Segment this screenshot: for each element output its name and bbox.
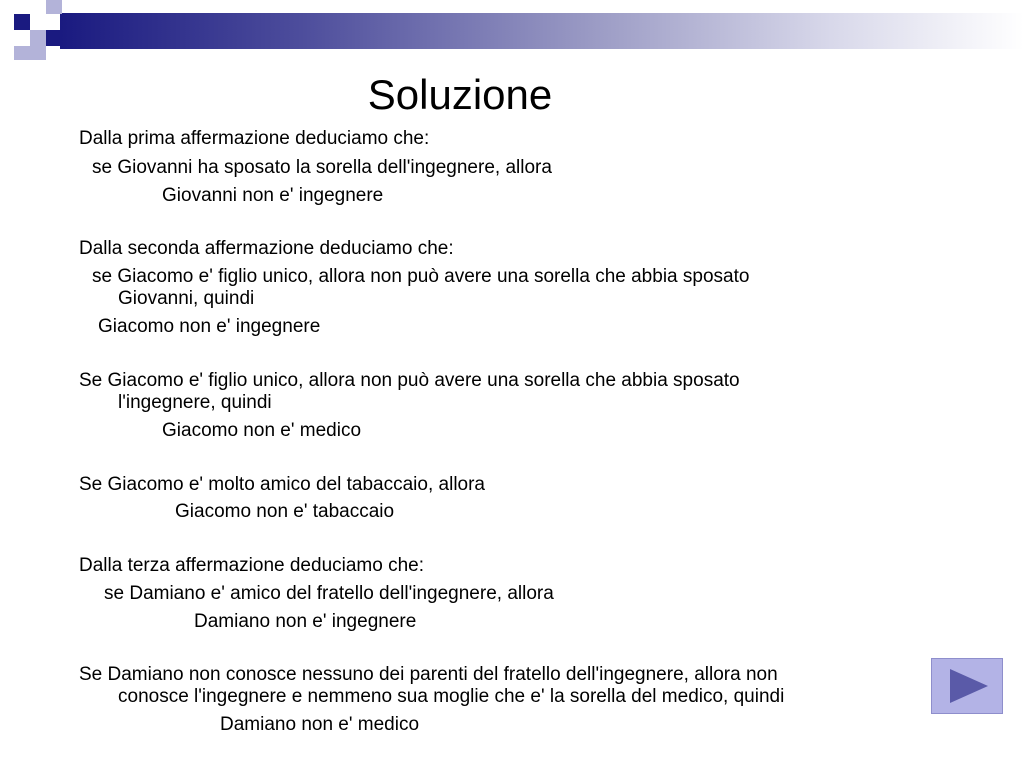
text-line: l'ingegnere, quindi [118,392,272,413]
text-line: Damiano non e' ingegnere [194,611,417,632]
text-line: Se Damiano non conosce nessuno dei parenti del fratello dell'ingegnere, allora non [79,664,778,685]
text-line: Giacomo non e' medico [162,420,362,441]
text-line: Dalla terza affermazione deduciamo che: [79,555,425,576]
text-line: Giovanni non e' ingegnere [162,185,384,206]
text-line: Dalla prima affermazione deduciamo che: [79,128,430,149]
decor-square-dark [46,30,60,46]
play-triangle-icon [932,659,1002,713]
text-line: se Giovanni ha sposato la sorella dell'ingegnere, allora [92,157,552,178]
text-line: Giovanni, quindi [118,288,255,309]
decor-square-light [30,30,46,46]
header-gradient-bar [60,13,1024,49]
text-line: se Damiano e' amico del fratello dell'ingegnere, allora [104,583,554,604]
text-line: se Giacomo e' figlio unico, allora non può avere una sorella che abbia sposato [92,266,750,287]
decor-square-light [46,0,62,14]
text-line: Damiano non e' medico [220,714,420,735]
next-slide-button[interactable] [931,658,1003,714]
text-line: Dalla seconda affermazione deduciamo che: [79,238,454,259]
text-line: Giacomo non e' ingegnere [98,316,321,337]
text-line: Se Giacomo e' figlio unico, allora non può avere una sorella che abbia sposato [79,370,740,391]
decor-square-light [14,46,30,60]
decor-square-light [30,46,46,60]
text-line: conosce l'ingegnere e nemmeno sua moglie che e' la sorella del medico, quindi [118,686,785,707]
decor-square-dark [14,14,30,30]
slide-title: Soluzione [367,71,553,118]
text-line: Giacomo non e' tabaccaio [175,501,395,522]
text-line: Se Giacomo e' molto amico del tabaccaio, allora [79,474,485,495]
